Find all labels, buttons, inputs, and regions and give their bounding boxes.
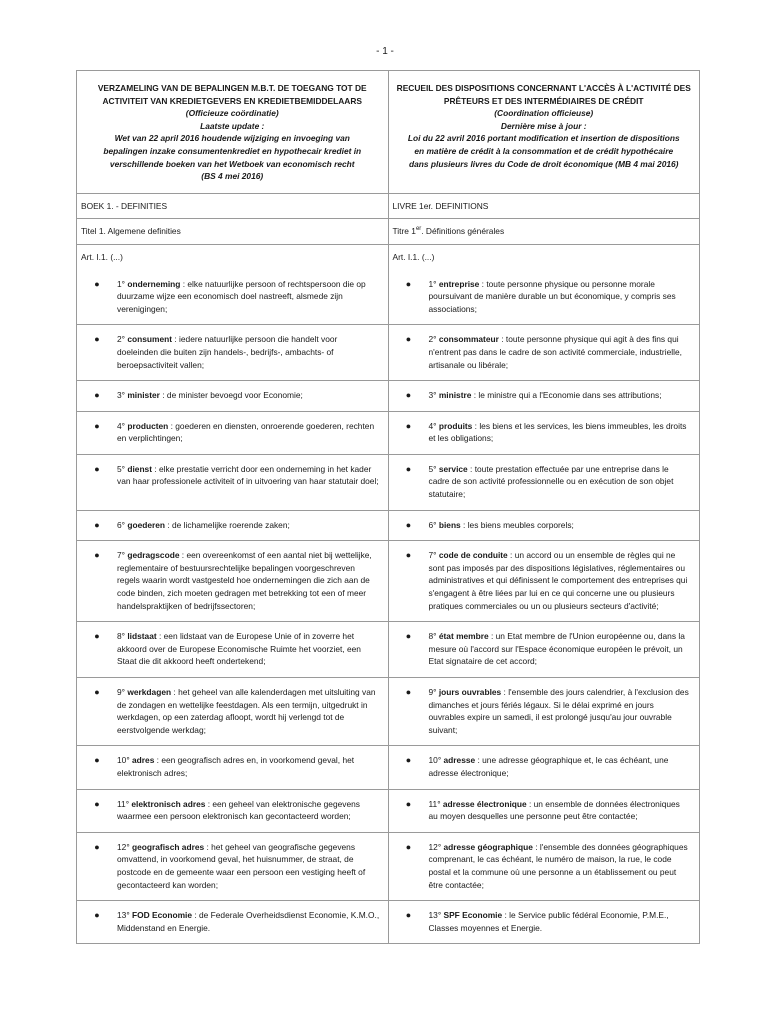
definition-text: 6° goederen : de lichamelijke roerende zaken;	[117, 519, 290, 530]
defined-term: SPF Economie	[443, 910, 503, 921]
definition-text: 9° werkdagen : het geheel van alle kalenderdagen met uitsluiting van de zondagen en wettelijke feestdagen. Als een termijn, uitgedrukt in werkdagen, op een zaterdag afloopt, wordt hij verlengd tot de eerstvolgende werkdag;	[117, 687, 376, 735]
bullet-icon: ●	[94, 278, 100, 289]
definition-text: 12° adresse géographique : l'ensemble des données géographiques comprenant, le cas échéant, le numéro de maison, la rue, le code postal et la commune où une personne a un établissement ou peut être contactée;	[428, 841, 688, 890]
definition-fr	[388, 541, 700, 622]
definition-nl	[77, 381, 389, 412]
definition-row	[77, 789, 700, 832]
definition-row	[77, 901, 700, 944]
definition-nl	[77, 746, 389, 789]
defined-term: adresse géographique	[443, 841, 533, 852]
law-fr-line2: en matière de crédit à la consommation et de crédit hypothécaire	[414, 145, 674, 156]
definition-nl	[77, 510, 389, 541]
defined-term: produits	[438, 420, 473, 431]
definition-fr	[388, 381, 700, 412]
definition-text: 2° consument : iedere natuurlijke persoon die handelt voor doeleinden die buiten zijn handels-, bedrijfs-, ambachts- of beroepsactiviteit vallen;	[117, 334, 338, 370]
definition-row	[77, 541, 700, 622]
bullet-icon: ●	[94, 463, 100, 474]
defined-term: service	[438, 463, 468, 474]
definition-fr	[388, 622, 700, 678]
definition-text: 13° SPF Economie : le Service public fédéral Economie, P.M.E., Classes moyennes et Energie.	[428, 910, 669, 933]
definition-text: 10° adres : een geografisch adres en, in voorkomend geval, het elektronisch adres;	[117, 755, 355, 778]
definition-row	[77, 622, 700, 678]
bullet-icon: ●	[94, 420, 100, 431]
defined-term: adres	[132, 755, 155, 766]
header-nl	[77, 71, 389, 194]
defined-term: état membre	[438, 631, 489, 642]
definition-nl	[77, 411, 389, 454]
definition-fr	[388, 270, 700, 325]
definition-text: 12° geografisch adres : het geheel van geografische gegevens omvattend, in voorkomend geval, het huisnummer, de straat, de postcode en de gemeente waar een persoon een vestiging heeft of gecontacteerd kan worden;	[117, 841, 366, 890]
definition-row	[77, 678, 700, 746]
article-nl: Art. I.1. (...)	[77, 244, 389, 269]
definition-text: 9° jours ouvrables : l'ensemble des jours calendrier, à l'exclusion des dimanches et jours fériés légaux. Si le délai exprimé en jours ouvrables expire un samedi, il est prolongé jusqu'au jour ouvrable suivant;	[428, 687, 689, 735]
bullet-icon: ●	[405, 334, 412, 345]
definition-text: 7° gedragscode : een overeenkomst of een aantal niet bij wettelijke, reglementaire of bestuursrechtelijke bepalingen voorgeschreven regels waarin wordt vastgesteld hoe ondernemingen die zich aan de code binden, zich moeten gedragen met betrekking tot een of meer handelspraktijken of bedrijfssectoren;	[117, 550, 372, 611]
update-nl: Laatste update :	[200, 120, 265, 131]
defined-term: gedragscode	[127, 550, 180, 561]
bullet-icon: ●	[94, 550, 100, 561]
definition-nl	[77, 832, 389, 900]
definition-row	[77, 411, 700, 454]
definition-text: 6° biens : les biens meubles corporels;	[428, 519, 574, 530]
law-nl-line1: Wet van 22 april 2016 houdende wijziging en invoeging van	[114, 133, 350, 144]
defined-term: goederen	[127, 519, 166, 530]
definition-text: 13° FOD Economie : de Federale Overheidsdienst Economie, K.M.O., Middenstand en Energie.	[117, 910, 380, 933]
definition-fr	[388, 325, 700, 381]
bullet-icon: ●	[94, 631, 100, 642]
article-row	[77, 244, 700, 269]
defined-term: dienst	[127, 463, 153, 474]
definition-nl	[77, 270, 389, 325]
definition-nl	[77, 678, 389, 746]
defined-term: adresse électronique	[442, 798, 527, 809]
official-fr: (Coordination officieuse)	[494, 108, 594, 119]
bullet-icon: ●	[405, 631, 412, 642]
defined-term: werkdagen	[127, 687, 172, 697]
title-fr-line1: RECUEIL DES DISPOSITIONS CONCERNANT L'ACCÈS À L'ACTIVITÉ DES	[396, 83, 691, 93]
bullet-icon: ●	[94, 755, 100, 766]
definition-fr	[388, 901, 700, 944]
bullet-icon: ●	[405, 519, 412, 530]
definition-nl	[77, 454, 389, 510]
defined-term: consument	[127, 334, 173, 345]
law-fr-line1: Loi du 22 avril 2016 portant modification et insertion de dispositions	[407, 133, 680, 144]
official-nl: (Officieuze coördinatie)	[185, 108, 279, 119]
definition-text: 7° code de conduite : un accord ou un ensemble de règles qui ne sont pas imposés par des dispositions législatives, réglementaires ou administratives et qui définissent le comportement des entreprises qui s'engagent à être liées par lui en ce qui concerne une ou plusieurs pratiques commerciales ou un ou plusieurs secteurs d'activité;	[428, 550, 688, 611]
title-fr: Titre 1er. Définitions générales	[388, 219, 700, 245]
title-nl-line2: ACTIVITEIT VAN KREDIETGEVERS EN KREDIETBEMIDDELAARS	[102, 95, 362, 106]
law-fr-line3: dans plusieurs livres du Code de droit économique (MB 4 mai 2016)	[409, 158, 679, 169]
definition-fr	[388, 510, 700, 541]
definition-row	[77, 832, 700, 900]
page-number: - 1 -	[376, 46, 394, 57]
bullet-icon: ●	[405, 420, 412, 431]
definition-text: 3° minister : de minister bevoegd voor Economie;	[117, 390, 303, 401]
definition-text: 4° produits : les biens et les services, les biens immeubles, les droits et les obligations;	[428, 420, 687, 444]
definition-text: 8° état membre : un Etat membre de l'Union européenne ou, dans la mesure où l'accord sur l'Espace économique européen le prévoit, un Etat signataire de cet accord;	[428, 631, 685, 667]
title-fr-line2: PRÊTEURS ET DES INTERMÉDIAIRES DE CRÉDIT	[443, 95, 644, 106]
title-nl-line1: VERZAMELING VAN DE BEPALINGEN M.B.T. DE TOEGANG TOT DE	[97, 83, 367, 93]
defined-term: onderneming	[127, 278, 181, 289]
bullet-icon: ●	[405, 841, 412, 852]
definition-row	[77, 381, 700, 412]
defined-term: jours ouvrables	[438, 687, 502, 697]
article-fr: Art. I.1. (...)	[388, 244, 700, 269]
title-nl: Titel 1. Algemene definities	[77, 219, 389, 245]
definition-fr	[388, 411, 700, 454]
definition-fr	[388, 746, 700, 789]
definition-row	[77, 270, 700, 325]
bullet-icon: ●	[94, 519, 100, 530]
definition-nl	[77, 901, 389, 944]
bullet-icon: ●	[405, 910, 412, 921]
update-fr: Dernière mise à jour :	[500, 120, 587, 131]
defined-term: adresse	[443, 755, 476, 766]
definition-row	[77, 510, 700, 541]
definition-text: 11° elektronisch adres : een geheel van elektronische gegevens waarmee een persoon elektronisch kan gecontacteerd worden;	[117, 798, 360, 822]
defined-term: geografisch adres	[132, 841, 205, 852]
law-nl-line4: (BS 4 mei 2016)	[201, 171, 264, 182]
definition-fr	[388, 678, 700, 746]
law-nl-line3: verschillende boeken van het Wetboek van economisch recht	[109, 158, 355, 169]
defined-term: ministre	[438, 390, 472, 401]
title-row	[77, 219, 700, 245]
bilingual-table	[76, 70, 700, 944]
definition-nl	[77, 789, 389, 832]
bullet-icon: ●	[405, 390, 412, 401]
definition-text: 3° ministre : le ministre qui a l'Economie dans ses attributions;	[428, 390, 662, 401]
definition-row	[77, 454, 700, 510]
defined-term: producten	[127, 420, 169, 431]
definition-fr	[388, 832, 700, 900]
header-fr	[388, 71, 700, 194]
definition-fr	[388, 454, 700, 510]
definition-text: 1° entreprise : toute personne physique ou personne morale poursuivant de manière durable un but économique, y compris ses associations;	[428, 278, 676, 314]
book-nl: BOEK 1. - DEFINITIES	[77, 193, 389, 219]
bullet-icon: ●	[405, 687, 412, 697]
header-row	[77, 71, 700, 194]
defined-term: FOD Economie	[132, 910, 193, 921]
definition-text: 4° producten : goederen en diensten, onroerende goederen, rechten en verplichtingen;	[117, 420, 375, 444]
defined-term: biens	[438, 519, 461, 530]
book-row	[77, 193, 700, 219]
bullet-icon: ●	[94, 334, 100, 345]
bullet-icon: ●	[94, 390, 100, 401]
definition-row	[77, 325, 700, 381]
defined-term: consommateur	[438, 334, 499, 345]
definition-text: 8° lidstaat : een lidstaat van de Europese Unie of in zoverre het akkoord over de Europese Economische Ruimte het voorziet, een Staat die dit akkoord heeft ondertekend;	[117, 631, 361, 667]
definition-text: 11° adresse électronique : un ensemble de données électroniques au moyen desquelles une personne peut être contactée;	[428, 798, 680, 822]
defined-term: lidstaat	[127, 631, 157, 642]
definition-nl	[77, 325, 389, 381]
definition-text: 10° adresse : une adresse géographique et, le cas échéant, une adresse électronique;	[428, 755, 669, 778]
definition-fr	[388, 789, 700, 832]
defined-term: minister	[127, 390, 160, 401]
bullet-icon: ●	[405, 463, 412, 474]
bullet-icon: ●	[405, 755, 412, 766]
definition-text: 2° consommateur : toute personne physique qui agit à des fins qui n'entrent pas dans le cadre de son activité commerciale, industrielle, artisanale ou libérale;	[428, 334, 682, 370]
defined-term: code de conduite	[438, 550, 508, 561]
defined-term: entreprise	[438, 278, 480, 289]
definition-nl	[77, 541, 389, 622]
bullet-icon: ●	[94, 798, 100, 809]
definition-nl	[77, 622, 389, 678]
bullet-icon: ●	[94, 841, 100, 852]
bullet-icon: ●	[94, 687, 100, 697]
bullet-icon: ●	[405, 550, 412, 561]
definition-text: 5° dienst : elke prestatie verricht door een onderneming in het kader van haar professionele activiteit of in uitvoering van haar statutair doel;	[117, 463, 379, 487]
defined-term: elektronisch adres	[131, 798, 206, 809]
bullet-icon: ●	[405, 798, 412, 809]
definition-row	[77, 746, 700, 789]
law-nl-line2: bepalingen inzake consumentenkrediet en hypothecair krediet in	[103, 145, 362, 156]
book-fr: LIVRE 1er. DEFINITIONS	[388, 193, 700, 219]
bullet-icon: ●	[94, 910, 100, 921]
bullet-icon: ●	[405, 278, 412, 289]
definition-text: 5° service : toute prestation effectuée par une entreprise dans le cadre de son activité professionnelle ou en exécution de son objet statutaire;	[428, 463, 674, 500]
definition-text: 1° onderneming : elke natuurlijke persoon of rechtspersoon die op duurzame wijze een economisch doel nastreeft, alsmede zijn verenigingen;	[117, 278, 366, 314]
